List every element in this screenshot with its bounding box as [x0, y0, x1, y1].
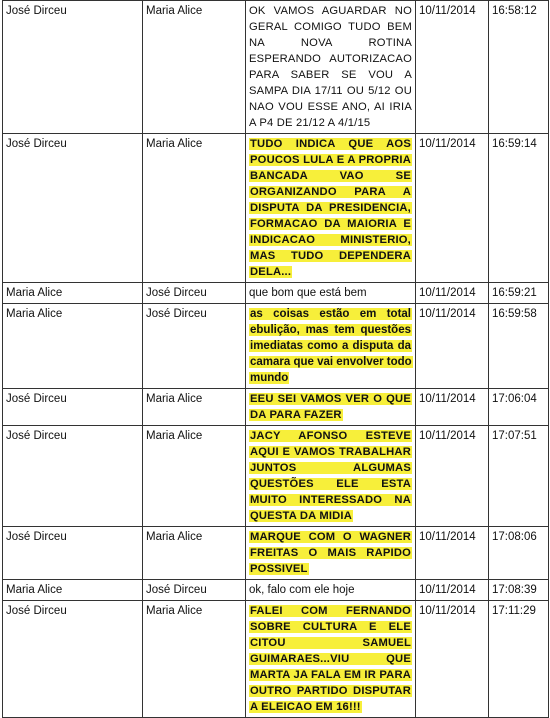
sender-cell: José Dirceu — [3, 601, 143, 718]
table-row — [3, 527, 549, 580]
time-cell: 16:59:14 — [489, 134, 549, 283]
time-cell: 16:58:12 — [489, 1, 549, 134]
sender-cell: José Dirceu — [3, 134, 143, 283]
date-cell: 10/11/2014 — [416, 283, 489, 304]
recipient-cell: Maria Alice — [143, 426, 246, 527]
date-cell: 10/11/2014 — [416, 426, 489, 527]
sender-cell: José Dirceu — [3, 389, 143, 426]
table-row — [3, 426, 549, 527]
date-cell: 10/11/2014 — [416, 304, 489, 389]
table-row — [3, 580, 549, 601]
sender-cell: Maria Alice — [3, 580, 143, 601]
sender-cell: José Dirceu — [3, 1, 143, 134]
date-cell: 10/11/2014 — [416, 527, 489, 580]
sender-cell: José Dirceu — [3, 426, 143, 527]
message-log-body — [3, 1, 549, 718]
time-cell: 16:59:21 — [489, 283, 549, 304]
recipient-cell: Maria Alice — [143, 601, 246, 718]
message-text: TUDO INDICA QUE AOS POUCOS LULA E A PROPRIA BANCADA VAO SE ORGANIZANDO PARA A DISPUTA DA PRESIDENCIA, FORMACAO DA MAIORIA E INDICACAO MINISTERIO, MAS TUDO DEPENDERA DELA... — [250, 138, 411, 278]
message-log-table — [2, 0, 549, 718]
date-cell: 10/11/2014 — [416, 601, 489, 718]
sender-cell: Maria Alice — [3, 283, 143, 304]
message-cell — [246, 426, 416, 527]
message-text: FALEI COM FERNANDO SOBRE CULTURA E ELE CITOU SAMUEL GUIMARAES...VIU QUE MARTA JA FALA EM IR PARA OUTRO PARTIDO DISPUTAR A ELEICAO EM 16!!! — [250, 605, 412, 713]
recipient-cell: Maria Alice — [143, 527, 246, 580]
recipient-cell: José Dirceu — [143, 304, 246, 389]
table-row — [3, 389, 549, 426]
message-cell — [246, 1, 416, 134]
recipient-cell: José Dirceu — [143, 283, 246, 304]
date-cell: 10/11/2014 — [416, 134, 489, 283]
time-cell: 17:06:04 — [489, 389, 549, 426]
recipient-cell: Maria Alice — [143, 134, 246, 283]
message-cell — [246, 580, 416, 601]
message-text: que bom que está bem — [249, 287, 367, 299]
message-cell — [246, 134, 416, 283]
message-cell — [246, 304, 416, 389]
time-cell: 17:07:51 — [489, 426, 549, 527]
message-cell — [246, 601, 416, 718]
recipient-cell: José Dirceu — [143, 580, 246, 601]
date-cell: 10/11/2014 — [416, 1, 489, 134]
sender-cell: José Dirceu — [3, 527, 143, 580]
message-text: JACY AFONSO ESTEVE AQUI E VAMOS TRABALHAR JUNTOS ALGUMAS QUESTÕES ELE ESTA MUITO INTERESSADO NA QUESTA DA MIDIA — [250, 430, 411, 522]
time-cell: 16:59:58 — [489, 304, 549, 389]
date-cell: 10/11/2014 — [416, 389, 489, 426]
message-cell — [246, 389, 416, 426]
message-text: MARQUE COM O WAGNER FREITAS O MAIS RAPIDO POSSIVEL — [250, 531, 411, 575]
table-row — [3, 1, 549, 134]
table-row — [3, 304, 549, 389]
table-row — [3, 283, 549, 304]
time-cell: 17:08:39 — [489, 580, 549, 601]
recipient-cell: Maria Alice — [143, 1, 246, 134]
message-text: as coisas estão em total ebulição, mas tem questões imediatas como a disputa da camara que vai envolver todo mundo — [250, 308, 412, 384]
sender-cell: Maria Alice — [3, 304, 143, 389]
time-cell: 17:08:06 — [489, 527, 549, 580]
message-text: EEU SEI VAMOS VER O QUE DA PARA FAZER — [250, 393, 411, 421]
message-text: OK VAMOS AGUARDAR NO GERAL COMIGO TUDO BEM NA NOVA ROTINA ESPERANDO AUTORIZACAO PARA SABER SE VOU A SAMPA DIA 17/11 OU 5/12 OU NAO VOU ESSE ANO, AI IRIA A P4 DE 21/12 A 4/1/15 — [249, 5, 412, 129]
message-text: ok, falo com ele hoje — [249, 584, 355, 596]
table-row — [3, 601, 549, 718]
time-cell: 17:11:29 — [489, 601, 549, 718]
recipient-cell: Maria Alice — [143, 389, 246, 426]
date-cell: 10/11/2014 — [416, 580, 489, 601]
table-row — [3, 134, 549, 283]
message-cell — [246, 283, 416, 304]
message-cell — [246, 527, 416, 580]
